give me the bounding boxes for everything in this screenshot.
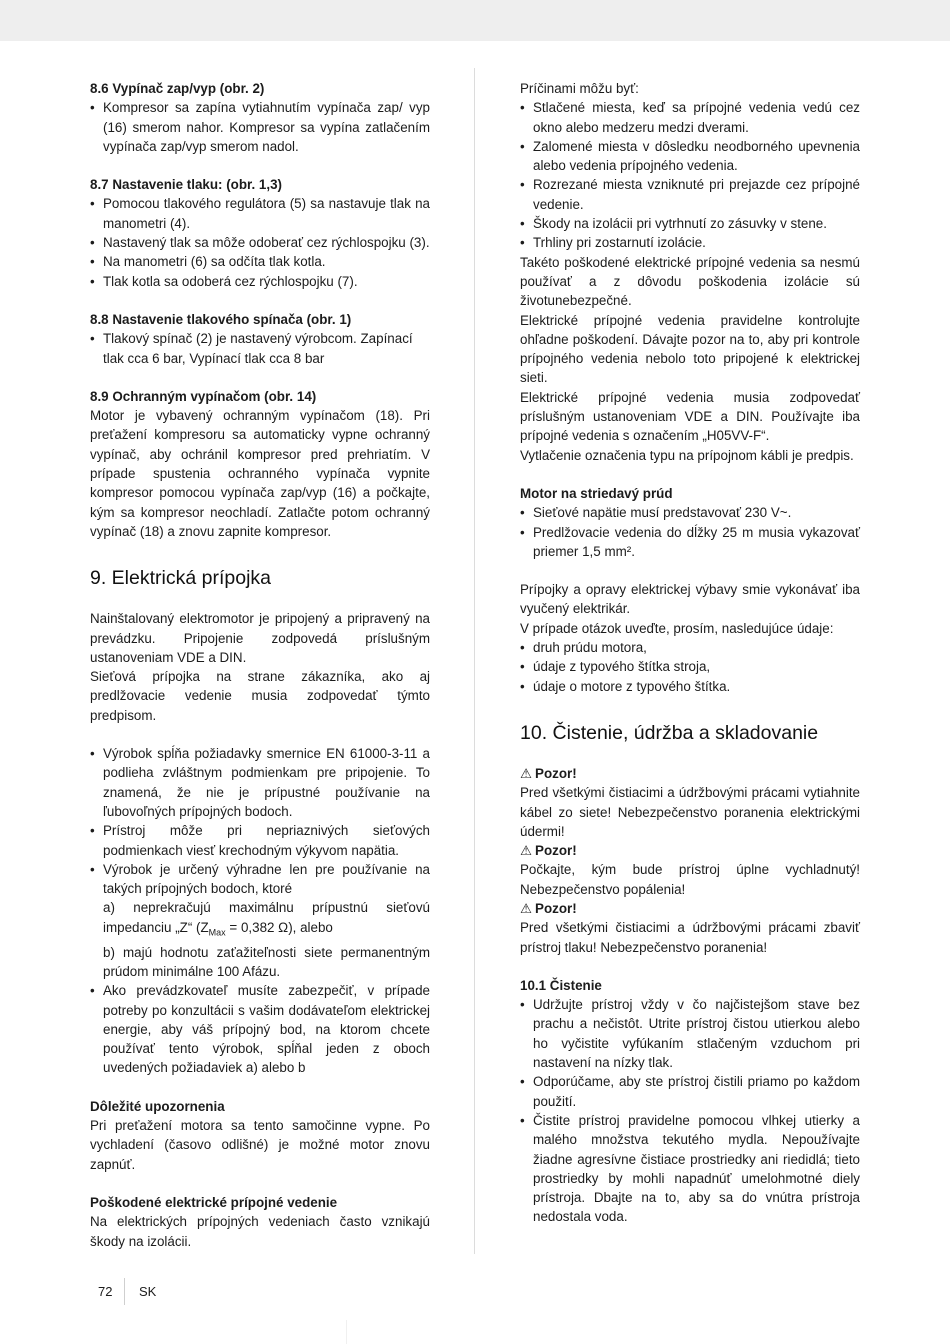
footer-separator (124, 1278, 125, 1305)
list-item: • Stlačené miesta, keď sa prípojné vedenia vedú cez okno alebo medzeru medzi dverami. (520, 98, 860, 137)
warning-icon: ⚠ (520, 900, 533, 916)
section-8-8-list (90, 329, 430, 368)
warning-text: Pred všetkými čistiacimi a údržbovými prácami vytiahnite kábel zo siete! Nebezpečenstvo poranenia elektrickými údermi! (520, 785, 860, 839)
section-10-heading: 10. Čistenie, údržba a skladovanie (520, 721, 819, 744)
language-code: SK (139, 1284, 157, 1299)
list-item: • Udržujte prístroj vždy v čo najčistejšom stave bez prachu a nečistôt. Utrite prístroj čistou utierkou alebo ho vyčistite vyfúkaním stlačeným vzduchom pri nastavení na nízky tlak. (520, 995, 860, 1072)
bottom-mark (346, 1320, 347, 1344)
list-item: • údaje o motore z typového štítka. (520, 677, 860, 696)
list-item: • Škody na izolácii pri vytrhnutí zo zásuvky v stene. (520, 214, 860, 233)
list-item: • Pomocou tlakového regulátora (5) sa nastavuje tlak na manometri (4). (90, 194, 430, 233)
list-item-text: a) neprekračujú maximálnu prípustnú sieťovú impedanciu „Z“ (Z (103, 900, 430, 935)
data-list (520, 638, 860, 696)
section-8-6-title: 8.6 Vypínač zap/vyp (obr. 2) (90, 81, 265, 96)
section-8-9-title: 8.9 Ochranným vypínačom (obr. 14) (90, 388, 317, 404)
warning-icon: ⚠ (520, 765, 533, 781)
paragraph: Vytlačenie označenia typu na prípojnom kábli je predpis. (520, 447, 854, 463)
warning-label: ⚠ Pozor! (520, 899, 860, 918)
warning-label: ⚠ Pozor! (520, 764, 860, 783)
list-item-text: = 0,382 Ω), alebo (225, 919, 333, 935)
section-8-6-list (90, 98, 430, 156)
paragraph: Elektrické prípojné vedenia musia zodpovedať príslušným ustanoveniam VDE a DIN. Používajte iba prípojné vedenia s označením „H05VV-F“. (520, 389, 860, 444)
warning-text: Počkajte, kým bude prístroj úplne vychladnutý! Nebezpečenstvo popálenia! (520, 862, 860, 897)
important-notes-title: Dôležité upozornenia (90, 1098, 225, 1114)
paragraph: Elektrické prípojné vedenia pravidelne kontrolujte ohľadne poškodení. Dávajte pozor na to, aby pri kontrole prípojného vedenia nebolo toto pripojené k elektrickej sieti. (520, 312, 860, 386)
motor-list (520, 503, 860, 561)
section-9-heading: 9. Elektrická prípojka (90, 567, 271, 590)
list-item: • Výrobok spĺňa požiadavky smernice EN 61000-3-11 a podlieha zvláštnym podmienkam pre pripojenie. To znamená, že nie je prípustné používanie na ľubovoľných prípojných bodoch. (90, 744, 430, 821)
section-8-9-text: Motor je vybavený ochranným vypínačom (18). Pri preťažení kompresoru sa automaticky vypne ochranný vypínač, aby ochránil kompresor pred prehriatím. V prípade spustenia ochranného vypínača vypnite kompresor pomocou vypínača zap/vyp (16) a počkajte, kým sa kompresor neochladí. Zatlačte potom ochranný vypínač (18) a znovu zapnite kompresor. (90, 408, 430, 539)
list-item: • Predlžovacie vedenia do dĺžky 25 m musia vykazovať priemer 1,5 mm². (520, 523, 860, 562)
list-item-text: Výrobok je určený výhradne len pre používanie na takých prípojných bodoch, ktoré (103, 861, 430, 897)
paragraph: V prípade otázok uveďte, prosím, nasledujúce údaje: (520, 620, 834, 636)
subscript: Max (208, 927, 226, 938)
section-9-list (90, 744, 430, 1078)
column-divider (474, 68, 475, 1254)
causes-intro: Príčinami môžu byť: (520, 81, 639, 96)
list-item: • Tlakový spínač (2) je nastavený výrobcom. Zapínací tlak cca 6 bar, Vypínací tlak cca 8 bar (90, 329, 430, 368)
damaged-cable-text: Na elektrických prípojných vedeniach často vznikajú škody na izolácii. (90, 1214, 430, 1249)
section-8-7-list (90, 194, 430, 290)
list-item: • Ako prevádzkovateľ musíte zabezpečiť, v prípade potreby po konzultácii s vašim dodávateľom elektrickej energie, aby váš prípojný bod, na ktorom chcete používať tento výrobok, spĺňal jeden z oboch uvedených požiadaviek a) alebo b (90, 981, 430, 1077)
list-item: • Prístroj môže pri nepriaznivých sieťových podmienkach viesť krechodným výkyvom napätia. (90, 821, 430, 860)
warning-label: ⚠ Pozor! (520, 841, 860, 860)
page-number: 72 (98, 1284, 113, 1299)
section-8-8-title: 8.8 Nastavenie tlakového spínača (obr. 1) (90, 311, 352, 327)
list-item: • údaje z typového štítka stroja, (520, 657, 860, 676)
right-column (520, 79, 860, 1227)
causes-list (520, 98, 860, 252)
warning-icon: ⚠ (520, 843, 533, 859)
list-item: • Trhliny pri zostarnutí izolácie. (520, 233, 860, 252)
list-item-text: b) majú hodnotu zaťažiteľnosti siete permanentným prúdom minimálne 100 Afázu. (103, 944, 430, 979)
important-notes-text: Pri preťažení motora sa tento samočinne vypne. Po vychladení (časovo odlišné) je možné motor znovu zapnúť. (90, 1118, 430, 1172)
list-item: • Kompresor sa zapína vytiahnutím vypínača zap/ vyp (16) smerom nahor. Kompresor sa vypína zatlačením vypínača zap/vyp smerom nadol. (90, 98, 430, 156)
warning-text: Pred všetkými čistiacimi a údržbovými prácami zbaviť prístroj tlaku! Nebezpečenstvo poranenia! (520, 920, 860, 955)
section-8-7-title: 8.7 Nastavenie tlaku: (obr. 1,3) (90, 177, 283, 193)
motor-title: Motor na striedavý prúd (520, 485, 673, 501)
list-item: • Sieťové napätie musí predstavovať 230 V~. (520, 503, 860, 522)
list-item: • druh prúdu motora, (520, 638, 860, 657)
list-item: • Na manometri (6) sa odčíta tlak kotla. (90, 252, 430, 271)
top-bar (0, 0, 950, 41)
damaged-cable-title: Poškodené elektrické prípojné vedenie (90, 1194, 338, 1210)
left-column (90, 79, 430, 1251)
list-item: • Nastavený tlak sa môže odoberať cez rýchlospojku (3). (90, 233, 430, 252)
paragraph: Takéto poškodené elektrické prípojné vedenia sa nesmú používať a z dôvodu poškodenia izolácie sú životunebezpečné. (520, 254, 860, 309)
list-item: • Zalomené miesta v dôsledku neodborného upevnenia alebo vedenia prípojného vedenia. (520, 137, 860, 176)
list-item (90, 860, 430, 981)
list-item: • Tlak kotla sa odoberá cez rýchlospojku (7). (90, 272, 430, 291)
section-10-1-title: 10.1 Čistenie (520, 977, 602, 993)
list-item: • Rozrezané miesta vzniknuté pri prejazde cez prípojné vedenie. (520, 175, 860, 214)
section-10-1-list (520, 995, 860, 1227)
section-9-paragraph-1: Nainštalovaný elektromotor je pripojený a pripravený na prevádzku. Pripojenie zodpovedá príslušným ustanoveniam VDE a DIN. (90, 611, 430, 665)
section-9-paragraph-2: Sieťová prípojka na strane zákazníka, ako aj predlžovacie vedenie musia zodpovedať týmto predpisom. (90, 669, 430, 723)
list-item: • Odporúčame, aby ste prístroj čistili priamo po každom použití. (520, 1072, 860, 1111)
paragraph: Prípojky a opravy elektrickej výbavy smie vykonávať iba vyučený elektrikár. (520, 582, 860, 617)
list-item: • Čistite prístroj pravidelne pomocou vlhkej utierky a malého množstva tekutého mydla. Nepoužívajte žiadne agresívne čistiace prostriedky ani riedidlá; tieto prostriedky by mohli napadnúť umelohmotné diely prístroja. Dbajte na to, aby sa do vnútra prístroja nedostala voda. (520, 1111, 860, 1227)
